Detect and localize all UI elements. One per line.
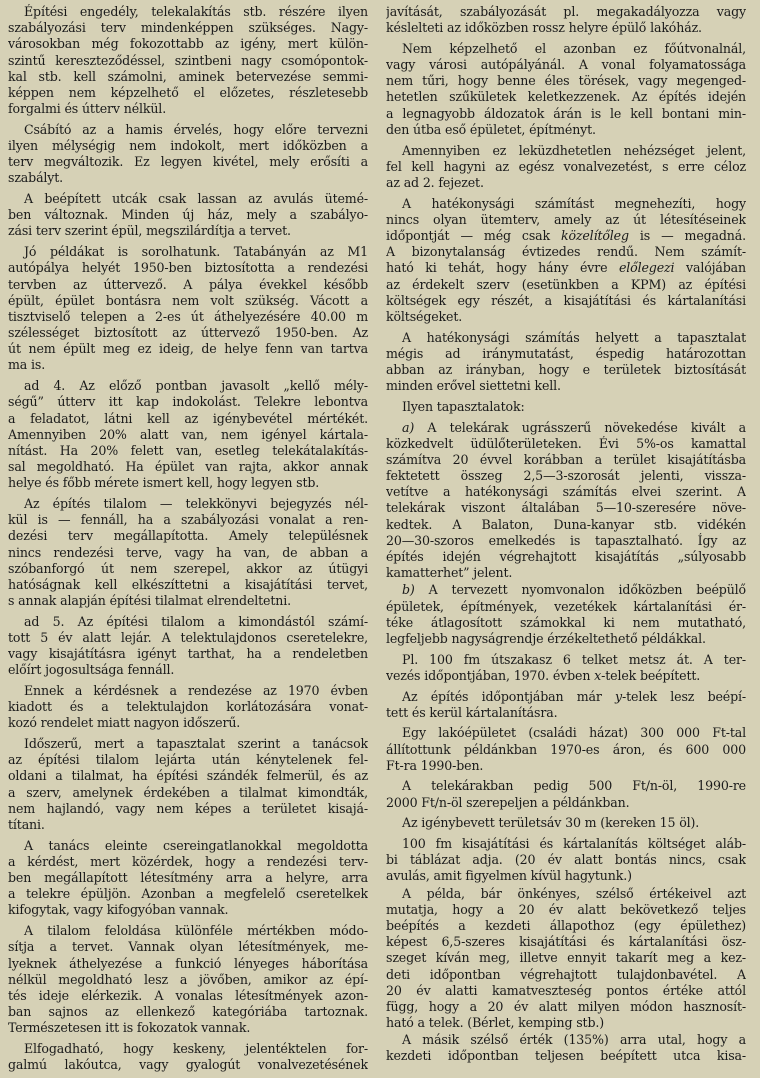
text-line: Jó példákat is sorolhatunk. Tatabányán az M1: [24, 244, 368, 260]
paragraph: [8, 496, 368, 609]
text-line: nincs rendezési terve, vagy ha van, de abban a: [8, 544, 368, 560]
text-line: kül is — fennáll, ha a szabályozási vonalat a ren-: [8, 512, 368, 528]
text-line: nincs olyan ütemterv, amely az út létesítéseinek: [386, 211, 746, 227]
italic-text: y: [615, 688, 623, 704]
paragraph: [8, 683, 368, 732]
paragraph: [386, 420, 746, 582]
text-line: szabályt.: [8, 170, 64, 186]
text-line: ségű” útterv itt kap indokolást. Telekre lebontva: [8, 394, 368, 410]
paragraph: [386, 778, 746, 810]
text-line: építés idején végrehajtott kisajátítás „súlyosabb: [386, 549, 746, 564]
text-line: helye és főbb mérete ismert kell, hogy legyen stb.: [8, 475, 320, 491]
text-line: sítja a tervet. Vannak olyan létesítmények, me-: [8, 939, 368, 955]
text-line: ben változnak. Minden új ház, mely a szabályo-: [8, 207, 368, 223]
text-line: Ennek a kérdésnek a rendezése az 1970 évben: [24, 683, 368, 698]
paragraph: [386, 196, 746, 326]
text-line: képest 6,5-szeres kisajátítási és kártalanítási ösz-: [386, 934, 746, 950]
text-line: szabályozási terv mindenképpen szükséges. Nagy-: [8, 20, 368, 36]
text-line: a legnagyobb áldozatok árán is le kell bontani min-: [386, 105, 746, 121]
text-line: Egy lakóépületet (családi házat) 300 000 Ft-tal: [402, 725, 746, 741]
text-line: vezés időpontjában, 1970. évben x-telek beépített.: [386, 667, 701, 683]
text-line: Pl. 100 fm útszakasz 6 telket metsz át. A ter-: [402, 651, 746, 667]
text-line: ható a telek. (Bérlet, kemping stb.): [386, 1015, 604, 1031]
text-line: lyeknek áthelyezése a funkció lényeges háborítása: [8, 955, 368, 971]
text-line: tett és kerül kártalanításra.: [386, 704, 558, 720]
text-line: dezési terv megállapította. Amely településnek: [8, 528, 368, 544]
paragraph: [8, 614, 368, 679]
text-line: közkedvelt üdülőterületeken. Évi 5%-os kamattal: [386, 435, 746, 451]
text-line: számítva 20 évvel korábban a terület kisajátításba: [386, 451, 746, 467]
text-line: Természetesen itt is fokozatok vannak.: [8, 1020, 251, 1036]
text-line: előírt jogosultsága fennáll.: [8, 662, 175, 678]
text-line: szeget kíván meg, illetve ennyit takarít meg a kez-: [386, 950, 746, 966]
text-line: tisztviselő telepen a 2-es út áthelyezésére 40.00 m: [8, 308, 368, 324]
text-line: sal megoldható. Ha épület van rajta, akkor annak: [8, 459, 368, 475]
text-line: abban az irányban, hogy e területek biztosítását: [386, 361, 746, 377]
text-line: az ad 2. fejezet.: [386, 174, 484, 190]
paragraph: [386, 41, 746, 138]
paragraph: [8, 244, 368, 374]
text-line: a) A telekárak ugrásszerű növekedése kivált a: [402, 419, 746, 435]
text-line: a feladatot, látni kell az igénybevétel mértékét.: [8, 410, 368, 426]
text-line: kal stb. kell számolni, aminek betervezése semmi-: [8, 68, 368, 84]
text-line: javítását, szabályozását pl. megakadályozza vagy: [386, 4, 746, 19]
text-line: legfeljebb nagyságrendje érzékeltethető példákkal.: [386, 630, 706, 646]
text-line: galmú lakóutca, vagy gyalogút vonalvezetésének: [8, 1057, 368, 1073]
text-line: hetetlen szűkületek keletkezzenek. Az építés idején: [386, 89, 746, 105]
text-line: fektetett összeg 2,5—3-szorosát jelenti, vissza-: [386, 468, 746, 484]
italic-text: előlegezi: [619, 260, 675, 276]
text-line: az építési tilalom lejárta után kénytelenek fel-: [8, 752, 368, 768]
text-line: nélkül megoldható lesz a jövőben, amikor az épí-: [8, 971, 368, 987]
text-line: A telekárakban pedig 500 Ft/n-öl, 1990-re: [402, 778, 746, 794]
text-line: ben megállapított létesítmény arra a helyre, arra: [8, 870, 368, 886]
text-line: késlelteti az időközben rossz helyre épülő lakóház.: [386, 20, 702, 36]
text-line: Ilyen tapasztalatok:: [402, 398, 525, 414]
paragraph: [8, 4, 368, 117]
paragraph: [386, 689, 746, 721]
text-line: fel kell hagyni az egész vonalvezetést, s erre céloz: [386, 158, 746, 174]
text-line: kozó rendelet miatt nagyon időszerű.: [8, 715, 241, 731]
text-line: 100 fm kisajátítási és kártalanítás költséget aláb-: [402, 836, 746, 851]
text-line: téke átlagosított számokkal ki nem mutatható,: [386, 614, 746, 630]
text-line: vagy városi autópályánál. A vonal folyamatossága: [386, 57, 746, 73]
text-line: ban sajnos az ellenkező kategóriába tartoznak.: [8, 1004, 368, 1020]
text-line: bi táblázat adja. (20 év alatt bontás nincs, csak: [386, 852, 746, 868]
italic-text: a): [402, 419, 415, 435]
text-line: városokban még fokozottabb az igény, mert külön-: [8, 36, 368, 52]
paragraph: [386, 582, 746, 647]
paragraph: [8, 1041, 368, 1073]
text-line: forgalmi és útterv nélkül.: [8, 101, 167, 117]
paragraph: [8, 838, 368, 919]
text-line: A beépített utcák csak lassan az avulás ütemé-: [24, 191, 368, 207]
text-line: Az építés tilalom — telekkönyvi bejegyzés nél-: [24, 495, 368, 511]
text-line: képpen nem képzelhető el előzetes, részletesebb: [8, 84, 368, 100]
text-line: költségek egy részét, a kisajátítási és kártalanítási: [386, 292, 746, 308]
text-line: nítást. Ha 20% felett van, esetleg telekátalakítás-: [8, 442, 368, 458]
text-line: ad 4. Az előző pontban javasolt „kellő mély-: [24, 378, 368, 394]
text-line: tervben az úttervező. A pálya évekkel később: [8, 276, 368, 292]
text-line: A példa, bár önkényes, szélső értékeivel azt: [402, 885, 746, 901]
text-line: épületek, építmények, vezetékek kártalanítási ér-: [386, 598, 746, 614]
text-line: A tilalom feloldása különféle mértékben módo-: [24, 923, 368, 939]
text-line: b) A tervezett nyomvonalon időközben beépülő: [402, 582, 746, 598]
text-line: A másik szélső érték (135%) arra utal, hogy a: [402, 1032, 746, 1048]
italic-text: b): [402, 582, 415, 598]
text-line: ad 5. Az építési tilalom a kimondástól számí-: [24, 613, 368, 629]
paragraph: [386, 815, 746, 831]
text-line: Időszerű, mert a tapasztalat szerint a tanácsok: [24, 736, 368, 752]
paragraph: [8, 191, 368, 240]
italic-text: x: [594, 667, 602, 683]
text-line: 2000 Ft/n-öl szerepeljen a példánkban.: [386, 794, 630, 810]
text-line: állítottunk példánkban 1970-es áron, és 600 000: [386, 741, 746, 757]
paragraph: [386, 725, 746, 774]
text-line: kifogytak, vagy kifogyóban vannak.: [8, 902, 229, 918]
paragraph: [386, 836, 746, 885]
text-line: mégis ad iránymutatást, éspedig határozottan: [386, 345, 746, 361]
text-line: a szerv, amelynek érdekében a tilalmat kimondták,: [8, 784, 368, 800]
paragraph: [386, 1032, 746, 1064]
text-line: hatóságnak kell elkészíttetni a kisajátítási tervet,: [8, 576, 368, 592]
text-line: títani.: [8, 817, 45, 832]
paragraph: [386, 652, 746, 684]
text-line: kedtek. A Balaton, Duna-kanyar stb. vidékén: [386, 516, 746, 532]
text-line: épült, épület bontásra nem volt szükség. Vácott a: [8, 292, 368, 308]
text-line: beépítés a kezdeti állapothoz (egy épülethez): [386, 917, 746, 933]
text-line: vagy kisajátításra igényt tarthat, ha a rendeletben: [8, 646, 368, 662]
text-line: minden erővel siettetni kell.: [386, 378, 561, 394]
text-line: nem tűri, hogy benne éles törések, vagy megenged-: [386, 73, 746, 89]
text-line: 20—30-szoros emelkedés is tapasztalható. Így az: [386, 532, 746, 548]
text-line: Amennyiben 20% alatt van, nem igényel kártala-: [8, 426, 368, 442]
text-line: terv megváltozik. Ez legyen kivétel, mely erősíti a: [8, 154, 368, 170]
text-line: autópálya helyét 1950-ben biztosította a rendezési: [8, 260, 368, 276]
paragraph: [386, 143, 746, 192]
text-line: 20 év alatti kamatveszteség pontos értéke attól: [386, 982, 746, 998]
text-line: Nem képzelhető el azonban ez főútvonalnál,: [402, 40, 746, 56]
paragraph: [386, 886, 746, 1032]
text-line: tés ideje elérkezik. A vonalas létesítmények azon-: [8, 987, 368, 1003]
text-line: a kérdést, mert közérdek, hogy a rendezési terv-: [8, 853, 368, 869]
text-line: ilyen mélységig nem indokolt, mert időközben a: [8, 138, 368, 153]
text-line: A hatékonysági számítás helyett a tapasztalat: [402, 329, 746, 345]
left-column: [8, 4, 368, 1078]
paragraph: [8, 736, 368, 833]
paragraph: [386, 4, 746, 36]
text-line: Csábító az a hamis érvelés, hogy előre tervezni: [24, 121, 368, 137]
text-line: telekárak viszont általában 5—10-szeresére növe-: [386, 500, 746, 516]
italic-text: közelítőleg: [560, 227, 629, 243]
text-line: vetítve a hatékonysági számítás elvei szerint. A: [386, 484, 746, 500]
paragraph: [8, 122, 368, 187]
text-line: A hatékonysági számítást megnehezíti, hogy: [402, 195, 746, 211]
text-line: avulás, amit figyelmen kívül hagytunk.): [386, 868, 632, 884]
text-line: Ft-ra 1990-ben.: [386, 757, 484, 773]
text-line: ható ki tehát, hogy hány évre előlegezi valójában: [386, 260, 746, 276]
text-line: A tanács eleinte csereingatlanokkal megoldotta: [24, 837, 368, 853]
text-line: Az építés időpontjában már y-telek lesz beépí-: [402, 688, 746, 704]
text-line: Elfogadható, hogy keskeny, jelentéktelen for-: [24, 1040, 368, 1056]
text-line: költségeket.: [386, 308, 463, 324]
text-line: kamatterhet” jelent.: [386, 565, 513, 581]
text-line: ma is.: [8, 357, 46, 373]
paragraph: [386, 399, 746, 415]
text-line: oldani a tilalmat, ha építési szándék felmerül, és az: [8, 768, 368, 784]
text-line: út nem épült meg ez ideig, de helye fenn van tartva: [8, 341, 368, 357]
text-line: függ, hogy a 20 év alatt milyen módon hasznosít-: [386, 998, 746, 1014]
paragraph: [386, 330, 746, 395]
text-line: s annak alapján építési tilalmat elrendeltetni.: [8, 593, 291, 609]
text-line: A bizonytalanság évtizedes rendű. Nem számít-: [386, 244, 746, 260]
text-line: szélességet biztosított az úttervező 1950-ben. Az: [8, 325, 368, 341]
text-line: deti időpontban végrehajtott tulajdonbavétel. A: [386, 966, 746, 982]
text-line: Amennyiben ez leküzdhetetlen nehézséget jelent,: [402, 142, 746, 158]
text-line: nem hajlandó, vagy nem képes a területet kisajá-: [8, 800, 368, 816]
text-line: zási terv szerint épül, megszilárdítja a tervet.: [8, 223, 291, 239]
text-line: den útba eső épületet, építményt.: [386, 121, 596, 137]
text-line: szintű kereszteződéssel, szintbeni nagy csomópontok-: [8, 52, 368, 68]
text-line: szóbanforgó út nem szerepel, akkor az útügyi: [8, 560, 368, 576]
right-column: [386, 4, 746, 1069]
text-line: időpontját — még csak közelítőleg is — megadná.: [386, 227, 746, 243]
text-line: a telekre épüljön. Azonban a megfelelő cseretelkek: [8, 886, 368, 902]
text-line: az érdekelt szerv (esetünkben a KPM) az építési: [386, 276, 746, 292]
text-line: Építési engedély, telekalakítás stb. részére ilyen: [24, 4, 368, 19]
text-line: Az igénybevett területsáv 30 m (kereken 15 öl).: [402, 815, 700, 831]
text-line: kezdeti időpontban teljesen beépített utca kisa-: [386, 1048, 746, 1064]
paragraph: [8, 378, 368, 491]
text-line: tott 5 év alatt lejár. A telektulajdonos cseretelekre,: [8, 629, 368, 645]
paragraph: [8, 923, 368, 1036]
text-line: kiadott és a telektulajdon korlátozására vonat-: [8, 699, 368, 715]
text-line: mutatja, hogy a 20 év alatt bekövetkező teljes: [386, 901, 746, 917]
